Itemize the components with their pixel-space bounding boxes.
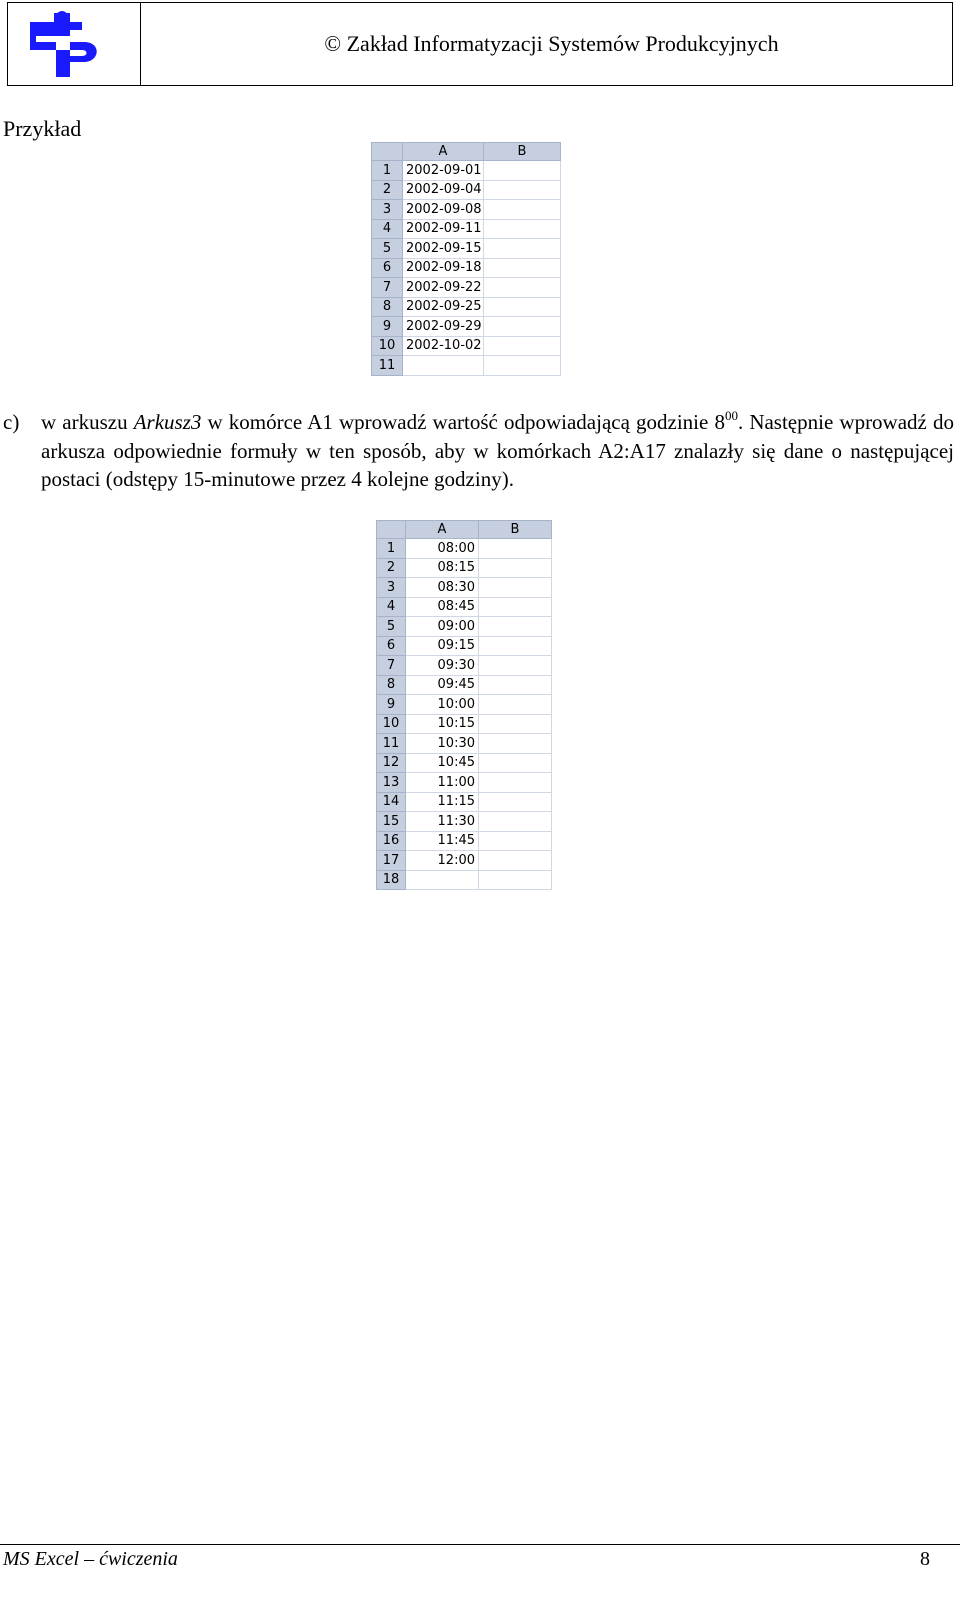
table-row xyxy=(377,617,552,637)
cell-b xyxy=(479,792,552,812)
page-number: 8 xyxy=(920,1548,930,1570)
row-header: 1 xyxy=(377,539,406,559)
row-header: 3 xyxy=(372,200,403,220)
table-row xyxy=(372,297,561,317)
table-row xyxy=(377,812,552,832)
table-row xyxy=(372,180,561,200)
task-text-part3: . Następnie wprowadź do arkusza odpowiednie formuły w ten sposób, aby w komórkach A2:A17 znalazły się dane o następującej postaci (odstępy 15-minutowe przez 4 kolejne godziny). xyxy=(41,410,954,491)
cell-b xyxy=(484,219,561,239)
cell-b xyxy=(479,734,552,754)
cell-b xyxy=(479,870,552,890)
cell-a: 2002-09-29 xyxy=(403,317,484,337)
cell-b xyxy=(479,714,552,734)
cell-b xyxy=(484,180,561,200)
cell-a: 11:45 xyxy=(406,831,479,851)
cell-a: 09:30 xyxy=(406,656,479,676)
cell-b xyxy=(479,753,552,773)
header-title: © Zakład Informatyzacji Systemów Produkcyjnych xyxy=(324,31,779,56)
table-row xyxy=(377,636,552,656)
isp-logo-icon xyxy=(22,10,104,80)
cell-b xyxy=(484,297,561,317)
row-header: 1 xyxy=(372,161,403,181)
cell-a: 10:30 xyxy=(406,734,479,754)
row-header: 6 xyxy=(372,258,403,278)
row-header: 2 xyxy=(372,180,403,200)
table-row xyxy=(377,558,552,578)
spreadsheet-dates xyxy=(371,142,561,376)
column-header-row xyxy=(377,521,552,539)
cell-b xyxy=(479,636,552,656)
task-text xyxy=(41,408,954,494)
footer-divider xyxy=(0,1544,960,1545)
row-header: 9 xyxy=(372,317,403,337)
cell-b xyxy=(484,200,561,220)
row-header: 3 xyxy=(377,578,406,598)
table-row xyxy=(372,278,561,298)
row-header: 17 xyxy=(377,851,406,871)
cell-a: 11:15 xyxy=(406,792,479,812)
table-row xyxy=(372,239,561,259)
row-header: 11 xyxy=(372,356,403,376)
table-row xyxy=(377,792,552,812)
cell-b xyxy=(479,539,552,559)
table-row xyxy=(372,200,561,220)
row-header: 4 xyxy=(377,597,406,617)
cell-a: 2002-09-15 xyxy=(403,239,484,259)
row-header: 9 xyxy=(377,695,406,715)
cell-a: 2002-09-04 xyxy=(403,180,484,200)
cell-a xyxy=(403,356,484,376)
row-header: 18 xyxy=(377,870,406,890)
table-row xyxy=(377,539,552,559)
task-text-part2: w komórce A1 wprowadź wartość odpowiadającą godzinie 8 xyxy=(201,410,725,434)
cell-b xyxy=(484,317,561,337)
table-row xyxy=(372,317,561,337)
table-row xyxy=(372,258,561,278)
table-row xyxy=(372,161,561,181)
table-row xyxy=(377,695,552,715)
row-header: 11 xyxy=(377,734,406,754)
task-marker: c) xyxy=(3,410,20,434)
table-row xyxy=(377,753,552,773)
hour-superscript: 00 xyxy=(724,408,738,423)
row-header: 8 xyxy=(377,675,406,695)
cell-b xyxy=(479,558,552,578)
row-header: 5 xyxy=(377,617,406,637)
row-header: 10 xyxy=(377,714,406,734)
cell-a: 08:00 xyxy=(406,539,479,559)
cell-a: 10:15 xyxy=(406,714,479,734)
table-row xyxy=(377,597,552,617)
cell-b xyxy=(479,597,552,617)
page-header xyxy=(7,2,953,86)
table-row xyxy=(377,831,552,851)
row-header: 8 xyxy=(372,297,403,317)
cell-a: 10:45 xyxy=(406,753,479,773)
table-row xyxy=(377,734,552,754)
cell-a: 2002-09-25 xyxy=(403,297,484,317)
cell-b xyxy=(479,773,552,793)
cell-a: 2002-09-18 xyxy=(403,258,484,278)
cell-a: 2002-10-02 xyxy=(403,336,484,356)
column-header-row xyxy=(372,143,561,161)
table-row xyxy=(377,656,552,676)
table-row xyxy=(377,773,552,793)
column-header-a: A xyxy=(403,143,484,161)
row-header: 16 xyxy=(377,831,406,851)
cell-a: 08:45 xyxy=(406,597,479,617)
cell-b xyxy=(484,336,561,356)
row-header: 4 xyxy=(372,219,403,239)
table-row xyxy=(377,714,552,734)
column-header-b: B xyxy=(484,143,561,161)
cell-b xyxy=(479,578,552,598)
task-text-part1: w arkuszu xyxy=(41,410,134,434)
cell-b xyxy=(479,617,552,637)
cell-b xyxy=(479,812,552,832)
cell-b xyxy=(479,831,552,851)
spreadsheet-times xyxy=(376,520,552,890)
cell-b xyxy=(479,675,552,695)
corner-cell xyxy=(377,521,406,539)
sheet-name: Arkusz3 xyxy=(133,410,202,434)
table-row xyxy=(377,578,552,598)
cell-a: 09:45 xyxy=(406,675,479,695)
table-row xyxy=(377,851,552,871)
cell-b xyxy=(479,851,552,871)
row-header: 12 xyxy=(377,753,406,773)
cell-a: 12:00 xyxy=(406,851,479,871)
cell-a: 11:00 xyxy=(406,773,479,793)
row-header: 15 xyxy=(377,812,406,832)
cell-a: 09:00 xyxy=(406,617,479,637)
column-header-b: B xyxy=(479,521,552,539)
cell-a: 2002-09-01 xyxy=(403,161,484,181)
cell-a: 08:15 xyxy=(406,558,479,578)
cell-b xyxy=(484,356,561,376)
table-row xyxy=(372,356,561,376)
row-header: 7 xyxy=(377,656,406,676)
footer-title: MS Excel – ćwiczenia xyxy=(3,1548,178,1570)
table-row xyxy=(372,336,561,356)
row-header: 10 xyxy=(372,336,403,356)
cell-a: 2002-09-22 xyxy=(403,278,484,298)
table-row xyxy=(377,870,552,890)
cell-b xyxy=(484,278,561,298)
task-c xyxy=(3,408,954,494)
row-header: 7 xyxy=(372,278,403,298)
column-header-a: A xyxy=(406,521,479,539)
corner-cell xyxy=(372,143,403,161)
cell-b xyxy=(484,161,561,181)
logo-box xyxy=(8,3,141,85)
row-header: 13 xyxy=(377,773,406,793)
section-title: Przykład xyxy=(3,116,82,141)
row-header: 2 xyxy=(377,558,406,578)
row-header: 5 xyxy=(372,239,403,259)
cell-a xyxy=(406,870,479,890)
cell-b xyxy=(479,695,552,715)
row-header: 6 xyxy=(377,636,406,656)
cell-b xyxy=(484,258,561,278)
cell-a: 08:30 xyxy=(406,578,479,598)
cell-b xyxy=(484,239,561,259)
cell-a: 2002-09-08 xyxy=(403,200,484,220)
cell-b xyxy=(479,656,552,676)
table-row xyxy=(377,675,552,695)
cell-a: 11:30 xyxy=(406,812,479,832)
cell-a: 10:00 xyxy=(406,695,479,715)
row-header: 14 xyxy=(377,792,406,812)
table-row xyxy=(372,219,561,239)
cell-a: 2002-09-11 xyxy=(403,219,484,239)
cell-a: 09:15 xyxy=(406,636,479,656)
